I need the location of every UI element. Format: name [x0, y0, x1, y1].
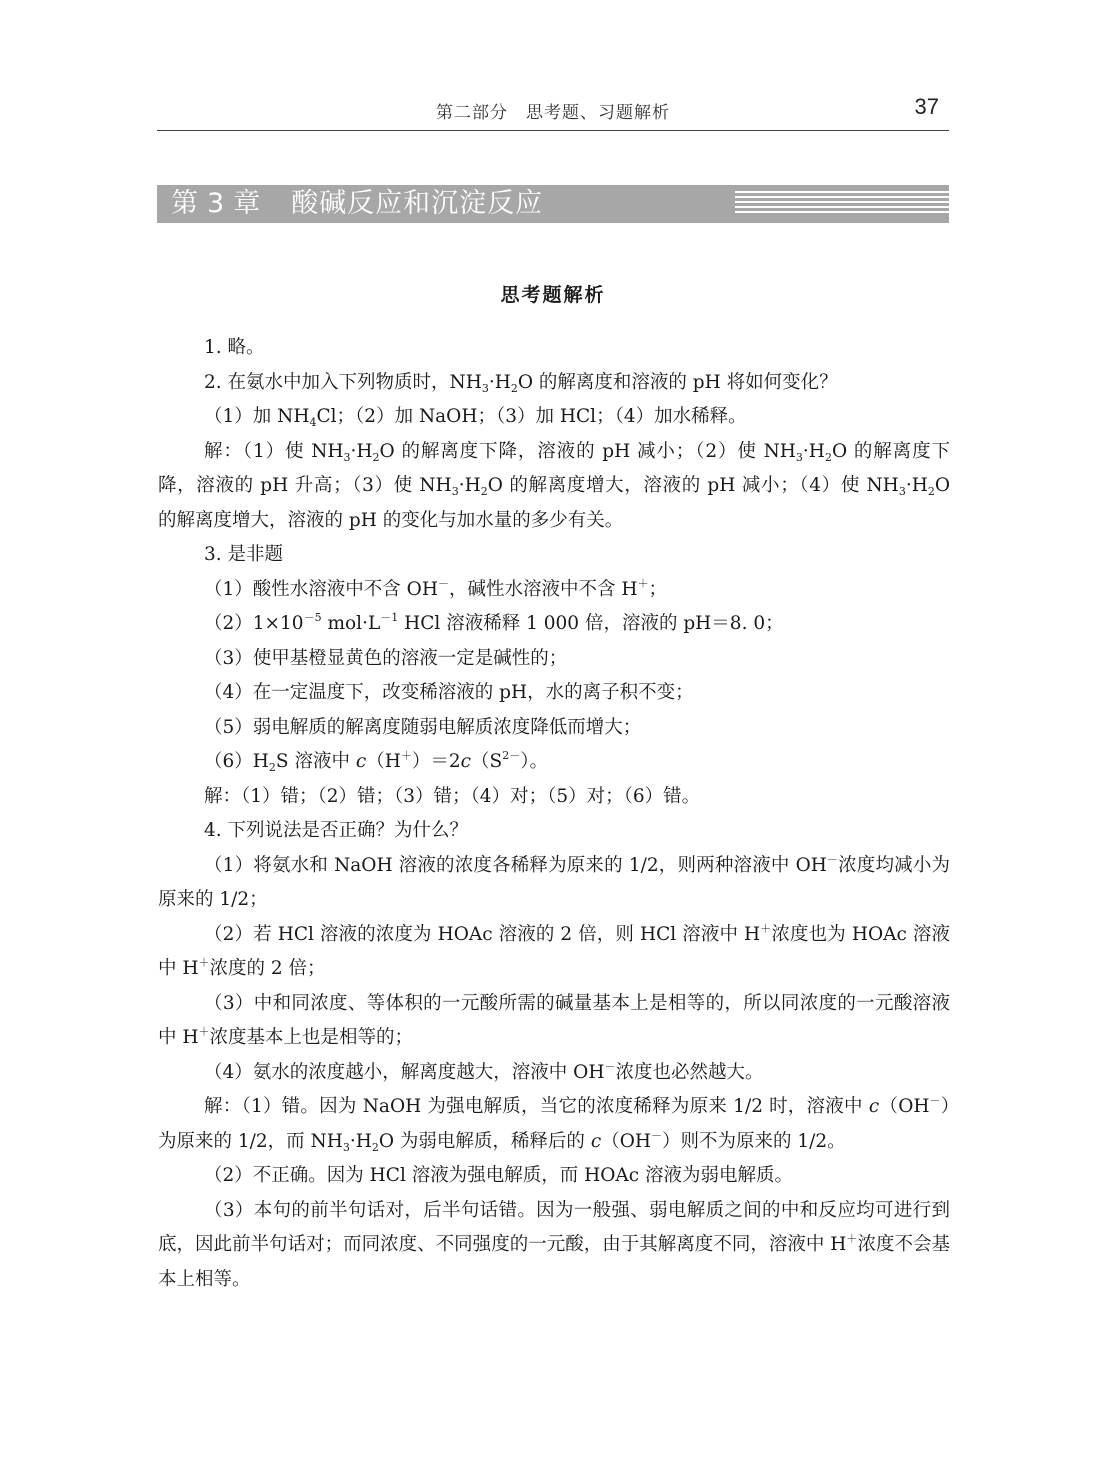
paragraph: （4）氨水的浓度越小，解离度越大，溶液中 OH－浓度也必然越大。	[204, 1059, 764, 1083]
paragraph: $(6)H_2S$ 溶液中 $c(H^+)=2c(S^{2-})$。	[204, 749, 548, 774]
chapter-title	[171, 187, 543, 221]
running-header-section: 第二部分 思考题、习题解析	[436, 103, 670, 123]
chapter-label: 第	[171, 188, 199, 219]
paragraph: 2. 在氨水中加入下列物质时，$NH_3\cdot H_2O$ 的解离度和溶液的 pH 将如何变化？	[204, 371, 838, 395]
chapter-number: 3	[207, 188, 226, 219]
chapter-unit: 章	[233, 188, 262, 219]
paragraph: （3）中和同浓度、等体积的一元酸所需的碱量基本上是相等的，所以同浓度的一元酸溶液中 H＋浓度基本上也是相等的；	[158, 992, 950, 1048]
paragraph: （5）弱电解质的解离度随弱电解质浓度降低而增大；	[204, 716, 642, 738]
paragraph: （2）不正确。因为 HCl 溶液为强电解质，而 HOAc 溶液为弱电解质。	[204, 1165, 794, 1186]
page-number: 37	[914, 94, 939, 119]
paragraph: （4）在一定温度下，改变稀溶液的 pH，水的离子积不变；	[204, 682, 694, 703]
header-rule	[157, 130, 949, 131]
body-text	[158, 331, 950, 1297]
section-heading: 思考题解析	[500, 284, 606, 306]
paragraph: 1. 略。	[204, 337, 265, 358]
paragraph: 3. 是非题	[204, 544, 284, 565]
paragraph: （1）加 $NH_4Cl$；（2）加 NaOH；（3）加 HCl；（4）加水稀释。	[204, 406, 747, 429]
paragraph: 解：（1）错。因为 NaOH 为强电解质，当它的浓度稀释为原来 1/2 时，溶液中 c（OH－）为原来的 1/2，而 $NH_3\cdot H_2O$ 为弱电解质，稀释后的 c（OH－）则不为原来的 1/2。	[158, 1094, 950, 1154]
paragraph: $(2)1\times 10^{-5}$ $mol\cdot L^{-1}$ HCl 溶液稀释 1 000 倍，溶液的 pH＝8. 0；	[204, 611, 784, 634]
paragraph: （1）将氨水和 NaOH 溶液的浓度各稀释为原来的 1/2，则两种溶液中 OH－浓度均减小为原来的 1/2；	[158, 852, 950, 910]
paragraph: （3）使甲基橙显黄色的溶液一定是碱性的；	[204, 647, 568, 669]
paragraph: 解：（1）使 $NH_3\cdot H_2O$ 的解离度下降，溶液的 pH 减小；（2）使 $NH_3\cdot H_2O$ 的解离度下降，溶液的 pH 升高；（3）使 $NH_3\cdot H_2O$ 的解离度增大，溶液的 pH 减小；（4）使 $NH_3\cdot H_2O$ 的解离度增大，溶液的 pH 的变化与加水量的多少有关。	[158, 440, 950, 531]
paragraph: （3）本句的前半句话对，后半句话错。因为一般强、弱电解质之间的中和反应均可进行到底，因此前半句话对；而同浓度、不同强度的一元酸，由于其解离度不同，溶液中 H＋浓度不会基本上相等。	[158, 1199, 950, 1290]
banner-decorative-lines	[735, 191, 949, 217]
paragraph: 4. 下列说法是否正确？为什么？	[204, 820, 469, 841]
paragraph: （1）酸性水溶液中不含 OH－，碱性水溶液中不含 H＋；	[204, 576, 667, 600]
chapter-name: 酸碱反应和沉淀反应	[291, 188, 544, 219]
chapter-banner	[157, 185, 949, 223]
paragraph: 解：（1）错；（2）错；（3）错；（4）对；（5）对；（6）错。	[204, 785, 701, 807]
running-header	[157, 92, 949, 128]
paragraph: （2）若 HCl 溶液的浓度为 HOAc 溶液的 2 倍，则 HCl 溶液中 H＋浓度也为 HOAc 溶液中 H＋浓度的 2 倍；	[158, 921, 950, 979]
